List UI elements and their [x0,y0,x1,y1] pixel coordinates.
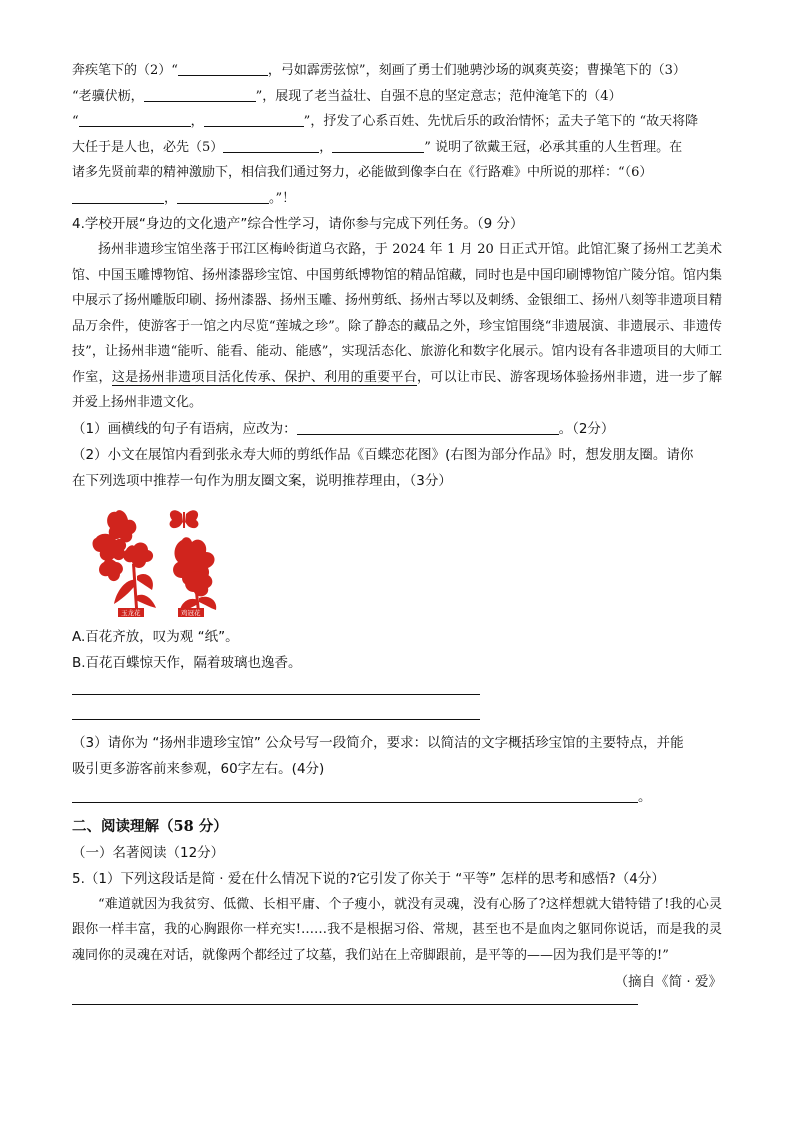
text: 。 [638,788,652,805]
answer-line-1[interactable] [72,694,480,695]
papercut-image [86,500,236,618]
section-heading: 二、阅读理解（58 分） [72,817,228,835]
blank-6b[interactable] [177,188,269,204]
q3-line-6 [72,186,722,212]
q3-fill-blanks [72,58,722,211]
flower-left-bottom [99,559,123,581]
text: ， [164,190,178,206]
blank-2[interactable] [178,60,268,76]
blank-4b[interactable] [204,111,304,127]
flower-left-low [123,542,153,567]
q3-line-4 [72,135,722,161]
answer-line-3[interactable] [72,787,638,803]
butterfly-wing-right [185,510,198,528]
text: ，弓如霹雳弦惊”，刻画了勇士们驰骋沙场的飒爽英姿；曹操笔下的（3） [267,63,686,78]
text: ”，抒发了心系百姓、先忧后乐的政治情怀；孟夫子笔下的 “故天将降 [303,114,699,129]
text: 。”！ [269,190,296,206]
q4-sub1 [72,416,722,442]
jane-eyre-quote: “难道就因为我贫穷、低微、长相平庸、个子瘦小，就没有灵魂，没有心肠了?这样想就大错特错了!我的心灵跟你一样丰富，我的心胸跟你一样充实!……我不是根据习俗、常规，甚至也不是血肉之躯同你说话，而是我的灵魂同你的灵魂在对话，就像两个都经过了坟墓，我们站在上帝脚跟前，是平等的——因为我们是平等的!” [72,896,722,963]
q5-prompt: 5.（1）下列这段话是简 · 爱在什么情况下说的?它引发了你关于 “平等” 怎样的思考和感悟?（4分） [72,870,665,887]
sub-heading: （一）名著阅读（12分） [72,844,225,861]
q4-intro: 4.学校开展“身边的文化遗产”综合性学习，请你参与完成下列任务。（9 分） [72,216,524,232]
text: ，可以让市民、游客现场体验扬州非遗，进一步了解并爱上扬州非遗文化。 [72,369,722,410]
option-b: B.百花百蝶惊天作，隔着玻璃也逸香。 [72,654,302,671]
q4-sub3-line-1: （3）请你为 “扬州非遗珍宝馆” 公众号写一段简介，要求：以简洁的文字概括珍宝馆的主要特点，并能 [72,734,684,751]
blank-4a[interactable] [79,111,191,127]
text: 。（2分） [558,420,615,437]
text: （1）画横线的句子有语病，应改为： [72,420,297,437]
quote-source: （摘自《简 · 爱》 [614,974,722,990]
q4-sub2-line-2: 在下列选项中推荐一句作为朋友圈文案，说明推荐理由，（3分） [72,472,452,489]
text: 奔疾笔下的（2）“ [72,63,178,78]
butterfly-wing-left [170,510,183,528]
q4-sub3-answer [72,784,722,810]
text: 扬州非遗珍宝馆坐落于邗江区梅岭街道乌衣路，于 2024 年 1 月 20 日正式开馆。此馆汇聚了扬州工艺美术馆、中国玉雕博物馆、扬州漆器珍宝馆、中国剪纸博物馆的精品馆藏，同时也是中国印刷博物馆广陵分馆。馆内集中展示了扬州雕版印刷、扬州漆器、扬州玉雕、扬州剪纸、扬州古琴以及刺绣、金银细工、扬州八刻等非遗项目精品万余件，使游客于一馆之内尽览“莲城之珍”。除了静态的藏品之外，珍宝馆围绕“非遗展演、非遗展示、非遗传技”，让扬州非遗“能听、能看、能动、能感”，实现活态化、旅游化和数字化展示。馆内设有各非遗项目的大师工作室， [72,242,723,385]
seal-left-text: 玉龙花 [121,608,141,617]
leaf-left-1 [114,579,136,603]
leaf-left-3 [136,594,156,607]
text: ” 说明了欲戴王冠，必承其重的人生哲理。在 [424,139,683,155]
q3-line-2 [72,84,722,110]
option-a: A.百花齐放，叹为观 “纸”。 [72,628,239,645]
q4-passage [72,237,722,416]
blank-5b[interactable] [332,137,424,153]
q3-line-3 [72,109,722,135]
q3-line-5: 诸多先贤前辈的精神激励下，相信我们通过努力，必能做到像李白在《行路难》中所说的那样：“（6） [72,165,653,180]
text: ”，展现了老当益壮、自强不息的坚定意志；范仲淹笔下的（4） [255,88,622,104]
blank-6a[interactable] [72,188,164,204]
q3-line-1 [72,58,722,84]
text: 大任于是人也，必先（5） [72,139,224,155]
blank-3[interactable] [144,86,256,102]
blank-5a[interactable] [223,137,319,153]
q4-sub2-line-1: （2）小文在展馆内看到张永寿大师的剪纸作品《百蝶恋花图》(右图为部分作品》时，想发朋友圈。请你 [72,446,694,463]
answer-line-4[interactable] [72,1004,638,1005]
underlined-sentence: 这是扬州非遗项目活化传承、保护、利用的重要平台 [111,369,418,385]
butterfly-body [183,512,185,528]
leaf-left-2 [137,573,153,589]
text: “老骥伏枥， [72,88,144,104]
q4-sub3-line-2: 吸引更多游客前来参观，60字左右。(4分) [72,760,325,777]
worksheet-page [72,58,722,1005]
text: ， [190,114,204,129]
answer-line-2[interactable] [72,719,480,720]
text: ， [319,139,333,155]
seal-right-text: 鸡冠花 [181,608,201,617]
text: “ [72,114,79,129]
answer-blank-sub1[interactable] [297,419,559,435]
